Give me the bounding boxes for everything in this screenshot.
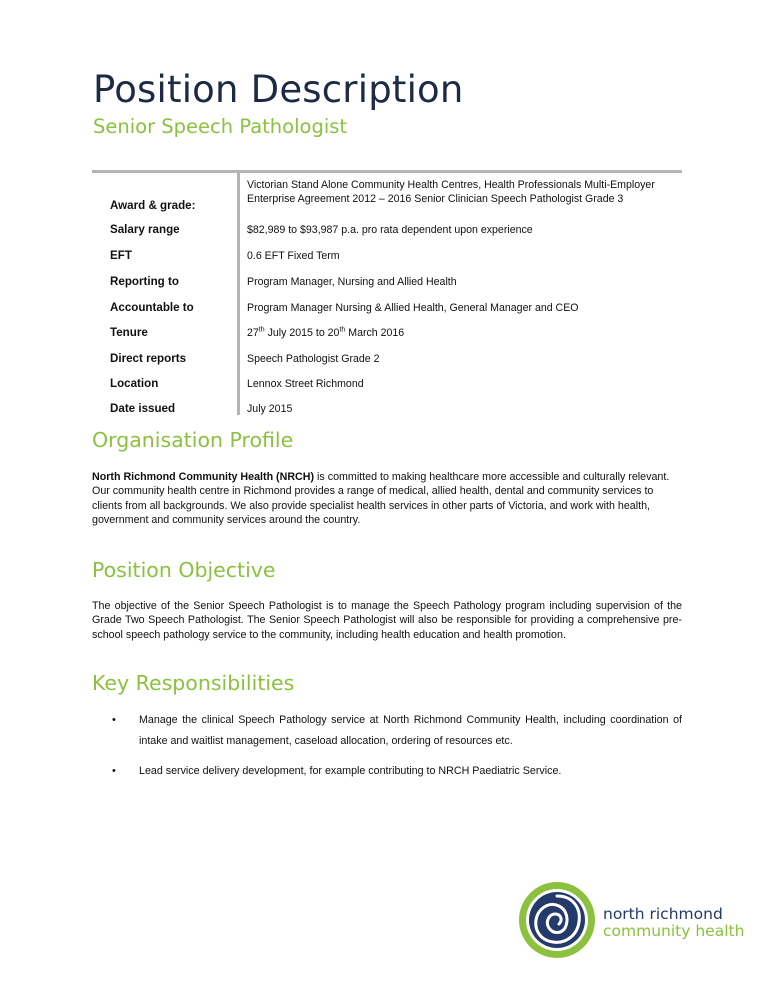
list-item-text: Lead service delivery development, for example contributing to NRCH Paediatric Service. — [139, 765, 562, 777]
detail-label: Date issued — [110, 402, 176, 415]
detail-value — [247, 326, 677, 340]
detail-label: Tenure — [110, 326, 148, 339]
tenure-end-suffix: th — [339, 326, 346, 334]
tenure-start-suffix: th — [258, 326, 265, 334]
detail-label: Direct reports — [110, 352, 187, 365]
tenure-start-day: 27 — [247, 327, 259, 339]
detail-value: 0.6 EFT Fixed Term — [247, 250, 340, 262]
tenure-middle: July 2015 to — [264, 327, 328, 339]
detail-label: Location — [110, 377, 159, 390]
logo-wordmark — [603, 906, 744, 940]
detail-label: EFT — [110, 249, 132, 262]
tenure-end-day: 20 — [327, 327, 340, 339]
organisation-profile-text — [92, 470, 682, 528]
tenure-end: March 2016 — [345, 327, 405, 339]
detail-value: Program Manager, Nursing and Allied Health — [247, 276, 457, 288]
list-item-text: Manage the clinical Speech Pathology service at North Richmond Community Health, including coordination of intake and waitlist management, caseload allocation, ordering of resources etc. — [139, 714, 682, 747]
bullet-icon: • — [112, 714, 116, 726]
detail-value: July 2015 — [247, 403, 293, 415]
detail-row-award — [92, 178, 682, 224]
key-responsibilities-heading: Key Responsibilities — [92, 671, 295, 695]
detail-label: Accountable to — [110, 301, 194, 314]
page-subtitle: Senior Speech Pathologist — [93, 115, 348, 138]
logo-line-2: community health — [603, 922, 745, 940]
position-objective-heading: Position Objective — [92, 558, 276, 582]
organisation-name: North Richmond Community Health (NRCH) — [92, 471, 315, 483]
logo-line-1: north richmond — [603, 905, 723, 923]
position-objective-text: The objective of the Senior Speech Pathologist is to manage the Speech Pathology program including supervision of the Grade Two Speech Pathologist. The Senior Speech Pathologist will also be responsible for providing a comprehensive pre-school speech pathology service to the community, including health education and health promotion. — [92, 600, 682, 641]
detail-label: Salary range — [110, 223, 180, 236]
table-top-border — [92, 170, 682, 173]
detail-label: Award & grade: — [110, 199, 196, 212]
organisation-profile-heading: Organisation Profile — [92, 428, 294, 452]
detail-value: Speech Pathologist Grade 2 — [247, 353, 380, 365]
detail-value: Program Manager Nursing & Allied Health, General Manager and CEO — [247, 302, 579, 314]
organisation-paragraph: Our community health centre in Richmond provides a range of medical, allied health, dental and community services to clients from all backgrounds. We also provide specialist health services in other parts of Victoria, and work with health, government and community services around the country. — [92, 485, 654, 527]
detail-label: Reporting to — [110, 275, 179, 288]
nrch-logo-icon — [517, 880, 597, 960]
organisation-lead-text: is committed to making healthcare more accessible and culturally relevant. — [314, 471, 670, 483]
detail-value: Lennox Street Richmond — [247, 378, 364, 390]
page-title: Position Description — [93, 68, 464, 111]
detail-value: $82,989 to $93,987 p.a. pro rata dependent upon experience — [247, 224, 533, 236]
detail-value: Victorian Stand Alone Community Health Centres, Health Professionals Multi-Employer Enterprise Agreement 2012 – 2016 Senior Clinician Speech Pathologist Grade 3 — [247, 179, 655, 205]
bullet-icon: • — [112, 765, 116, 777]
